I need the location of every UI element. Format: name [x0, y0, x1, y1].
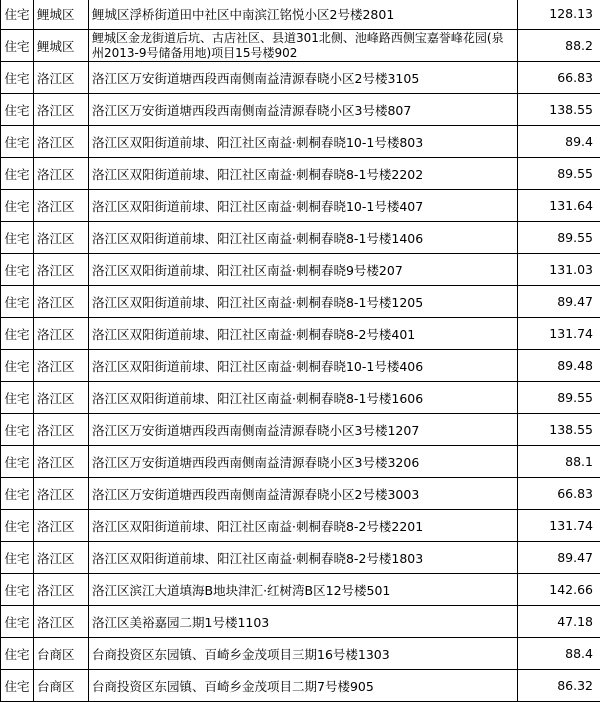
type-cell: 住宅	[1, 382, 34, 414]
area-cell: 89.55	[518, 158, 600, 190]
type-cell: 住宅	[1, 318, 34, 350]
district-cell: 鲤城区	[34, 30, 89, 62]
table-row	[1, 478, 600, 510]
type-cell: 住宅	[1, 670, 34, 702]
address-cell: 洛江区万安街道塘西段西南侧南益清源春晓小区3号楼807	[89, 94, 518, 126]
type-cell: 住宅	[1, 62, 34, 94]
area-cell: 89.48	[518, 350, 600, 382]
table-row	[1, 94, 600, 126]
district-cell: 洛江区	[34, 126, 89, 158]
area-cell: 138.55	[518, 94, 600, 126]
address-cell: 洛江区双阳街道前埭、阳江社区南益·刺桐春晓8-1号楼2202	[89, 158, 518, 190]
area-cell: 131.74	[518, 318, 600, 350]
district-cell: 洛江区	[34, 158, 89, 190]
district-cell: 洛江区	[34, 574, 89, 606]
area-cell: 89.4	[518, 126, 600, 158]
table-row	[1, 414, 600, 446]
address-cell: 洛江区滨江大道填海B地块津汇·红树湾B区12号楼501	[89, 574, 518, 606]
address-cell: 洛江区万安街道塘西段西南侧南益清源春晓小区3号楼1207	[89, 414, 518, 446]
type-cell: 住宅	[1, 446, 34, 478]
type-cell: 住宅	[1, 30, 34, 62]
table-row	[1, 30, 600, 62]
address-cell: 洛江区双阳街道前埭、阳江社区南益·刺桐春晓9号楼207	[89, 254, 518, 286]
table-row	[1, 606, 600, 638]
table-row	[1, 158, 600, 190]
table-row	[1, 542, 600, 574]
type-cell: 住宅	[1, 510, 34, 542]
address-cell: 台商投资区东园镇、百崎乡金茂项目三期16号楼1303	[89, 638, 518, 670]
table-row	[1, 446, 600, 478]
type-cell: 住宅	[1, 414, 34, 446]
address-cell: 洛江区双阳街道前埭、阳江社区南益·刺桐春晓8-2号楼2201	[89, 510, 518, 542]
table-row	[1, 0, 600, 30]
address-cell: 洛江区双阳街道前埭、阳江社区南益·刺桐春晓8-1号楼1406	[89, 222, 518, 254]
type-cell: 住宅	[1, 286, 34, 318]
address-cell: 鲤城区浮桥街道田中社区中南滨江铭悦小区2号楼2801	[89, 0, 518, 30]
table-row	[1, 574, 600, 606]
district-cell: 台商区	[34, 670, 89, 702]
table-row	[1, 126, 600, 158]
address-cell: 洛江区双阳街道前埭、阳江社区南益·刺桐春晓8-2号楼401	[89, 318, 518, 350]
district-cell: 洛江区	[34, 510, 89, 542]
type-cell: 住宅	[1, 606, 34, 638]
area-cell: 89.47	[518, 286, 600, 318]
address-cell: 洛江区双阳街道前埭、阳江社区南益·刺桐春晓8-1号楼1205	[89, 286, 518, 318]
area-cell: 131.74	[518, 510, 600, 542]
district-cell: 洛江区	[34, 254, 89, 286]
table-row	[1, 382, 600, 414]
district-cell: 洛江区	[34, 62, 89, 94]
address-cell: 台商投资区东园镇、百崎乡金茂项目二期7号楼905	[89, 670, 518, 702]
district-cell: 台商区	[34, 638, 89, 670]
district-cell: 洛江区	[34, 222, 89, 254]
type-cell: 住宅	[1, 638, 34, 670]
address-cell: 洛江区万安街道塘西段西南侧南益清源春晓小区2号楼3003	[89, 478, 518, 510]
address-cell: 洛江区双阳街道前埭、阳江社区南益·刺桐春晓10-1号楼803	[89, 126, 518, 158]
type-cell: 住宅	[1, 126, 34, 158]
area-cell: 88.4	[518, 638, 600, 670]
table-row	[1, 254, 600, 286]
table-row	[1, 62, 600, 94]
table-body	[1, 0, 600, 702]
type-cell: 住宅	[1, 478, 34, 510]
type-cell: 住宅	[1, 254, 34, 286]
type-cell: 住宅	[1, 222, 34, 254]
type-cell: 住宅	[1, 542, 34, 574]
table-row	[1, 286, 600, 318]
table-row	[1, 510, 600, 542]
area-cell: 89.47	[518, 542, 600, 574]
area-cell: 89.55	[518, 222, 600, 254]
table-row	[1, 670, 600, 702]
address-cell: 鲤城区金龙街道后坑、古店社区、县道301北侧、池峰路西侧宝嘉誉峰花园(泉州2013-9号储备用地)项目15号楼902	[89, 30, 518, 62]
area-cell: 131.03	[518, 254, 600, 286]
address-cell: 洛江区双阳街道前埭、阳江社区南益·刺桐春晓8-1号楼1606	[89, 382, 518, 414]
type-cell: 住宅	[1, 158, 34, 190]
area-cell: 47.18	[518, 606, 600, 638]
area-cell: 66.83	[518, 62, 600, 94]
type-cell: 住宅	[1, 190, 34, 222]
address-cell: 洛江区双阳街道前埭、阳江社区南益·刺桐春晓8-2号楼1803	[89, 542, 518, 574]
address-cell: 洛江区双阳街道前埭、阳江社区南益·刺桐春晓10-1号楼406	[89, 350, 518, 382]
district-cell: 洛江区	[34, 94, 89, 126]
address-cell: 洛江区双阳街道前埭、阳江社区南益·刺桐春晓10-1号楼407	[89, 190, 518, 222]
type-cell: 住宅	[1, 94, 34, 126]
area-cell: 88.2	[518, 30, 600, 62]
table-row	[1, 350, 600, 382]
area-cell: 88.1	[518, 446, 600, 478]
area-cell: 131.64	[518, 190, 600, 222]
area-cell: 86.32	[518, 670, 600, 702]
district-cell: 洛江区	[34, 478, 89, 510]
district-cell: 洛江区	[34, 382, 89, 414]
district-cell: 洛江区	[34, 350, 89, 382]
area-cell: 89.55	[518, 382, 600, 414]
district-cell: 洛江区	[34, 190, 89, 222]
area-cell: 128.13	[518, 0, 600, 30]
table-row	[1, 638, 600, 670]
type-cell: 住宅	[1, 350, 34, 382]
address-cell: 洛江区美裕嘉园二期1号楼1103	[89, 606, 518, 638]
area-cell: 138.55	[518, 414, 600, 446]
table-row	[1, 222, 600, 254]
district-cell: 洛江区	[34, 542, 89, 574]
district-cell: 洛江区	[34, 286, 89, 318]
type-cell: 住宅	[1, 574, 34, 606]
district-cell: 洛江区	[34, 414, 89, 446]
area-cell: 142.66	[518, 574, 600, 606]
table-row	[1, 318, 600, 350]
type-cell: 住宅	[1, 0, 34, 30]
area-cell: 66.83	[518, 478, 600, 510]
district-cell: 洛江区	[34, 446, 89, 478]
address-cell: 洛江区万安街道塘西段西南侧南益清源春晓小区2号楼3105	[89, 62, 518, 94]
district-cell: 洛江区	[34, 606, 89, 638]
address-cell: 洛江区万安街道塘西段西南侧南益清源春晓小区3号楼3206	[89, 446, 518, 478]
district-cell: 鲤城区	[34, 0, 89, 30]
table-row	[1, 190, 600, 222]
district-cell: 洛江区	[34, 318, 89, 350]
